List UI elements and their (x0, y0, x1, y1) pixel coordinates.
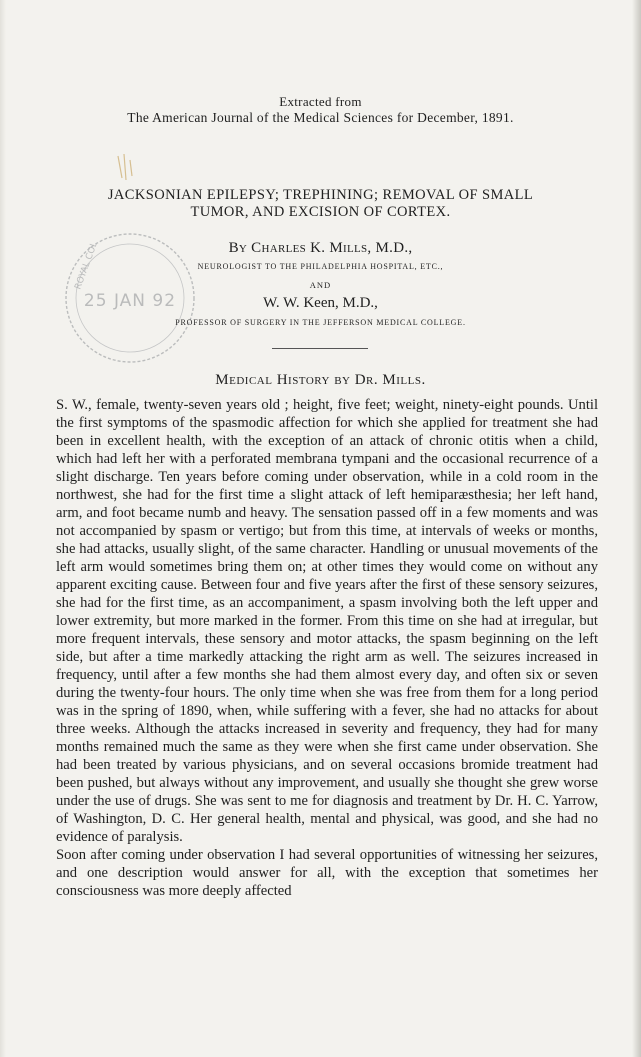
page-left-edge (0, 0, 6, 1057)
article-title-line-1: JACKSONIAN EPILEPSY; TREPHINING; REMOVAL OF SMALL (107, 187, 534, 203)
body-paragraph-2: Soon after coming under observation I had several opportunities of witnessing her seizures, and one description would answer for all, with the exception that sometimes her consciousness was more deeply affected (56, 847, 598, 899)
article-body (56, 396, 598, 900)
author-conjunction: AND (309, 280, 332, 290)
author-primary-affiliation: NEUROLOGIST TO THE PHILADELPHIA HOSPITAL, ETC., (197, 262, 444, 271)
stamp-date: 25 JAN 92 (83, 291, 177, 311)
article-title-line-2: TUMOR, AND EXCISION OF CORTEX. (190, 204, 451, 220)
author-secondary-affiliation: PROFESSOR OF SURGERY IN THE JEFFERSON MEDICAL COLLEGE. (175, 318, 466, 327)
stamp-ring-text: ROYAL COL (73, 240, 100, 292)
author-secondary: W. W. Keen, M.D., (263, 295, 378, 311)
body-paragraph-1: S. W., female, twenty-seven years old ; height, five feet; weight, ninety-eight pounds. Until the first symptoms of the spasmodic affection for which she applied for treatment she had been in excellent health, with the exception of an attack of chronic otitis when a child, which had left her with a perforated membrana tympani and the occasional recurrence of a slight discharge. Ten years before coming under observation, while in a cold room in the northwest, she had for the first time a slight attack of left hemiparæsthesia; her left hand, arm, and foot became numb and heavy. The sensation passed off in a few moments and was not accompanied by spasm or vertigo; but from this time, at intervals of weeks or months, she had attacks, usually slight, of the same character. Handling or unusual movements of the left arm would sometimes bring them on; at other times they would come on without any apparent exciting cause. Between four and five years after the first of these sensory seizures, she had for the first time, as an accompaniment, a spasm involving both the left upper and lower extremity, but more marked in the former. From this time on she had at irregular, but more frequent intervals, these sensory and motor attacks, the spasm beginning on the left side, but after a time markedly attacking the right arm as well. The seizures increased in frequency, until after a few months she had them almost every day, and often six or seven during the twenty-four hours. The only time when she was free from them for a long period was in the spring of 1890, when, while suffering with a fever, she had no attacks for about three weeks. Although the attacks increased in severity and frequency, they had for many months remained much the same as they were when she first came under observation. She had been treated by various physicians, and on several occasions bromide treatment had been pushed, but always without any improvement, and usually she thought she grew worse under the use of drugs. She was sent to me for diagnosis and treatment by Dr. H. C. Yarrow, of Washington, D. C. Her general health, mental and physical, was good, and she had no evidence of paralysis. (56, 397, 598, 845)
extract-line-2: The American Journal of the Medical Sciences for December, 1891. (127, 110, 514, 125)
extract-line-1: Extracted from (279, 94, 362, 109)
section-heading: Medical History by Dr. Mills. (215, 372, 426, 388)
author-primary: By Charles K. Mills, M.D., (228, 240, 413, 256)
page-right-edge (632, 0, 641, 1057)
divider-rule (272, 348, 368, 349)
